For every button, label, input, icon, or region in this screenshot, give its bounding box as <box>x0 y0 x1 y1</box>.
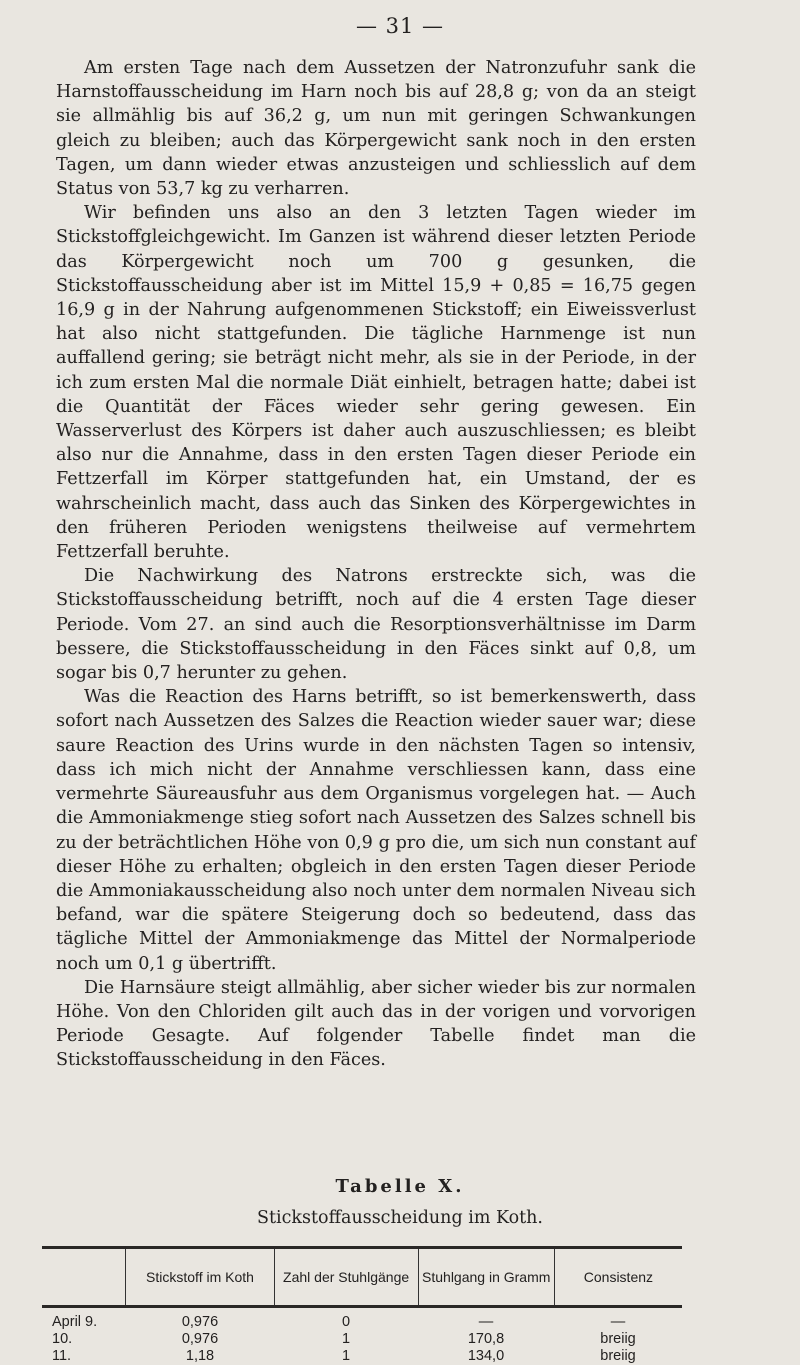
paragraph: Wir befinden uns also an den 3 letzten Tagen wieder im Stickstoffgleichgewicht. Im Ganzen ist während dieser letzten Periode das Körpergewicht noch um 700 g gesunken, die Stickstoffausscheidung aber ist im Mittel 15,9 + 0,85 = 16,75 gegen 16,9 g in der Nahrung aufgenommenen Stickstoff; ein Eiweissverlust hat also nicht stattgefunden. Die tägliche Harnmenge ist nun auffallend gering; sie beträgt nicht mehr, als sie in der Periode, in der ich zum ersten Mal die normale Diät einhielt, betragen hatte; dabei ist die Quantität der Fäces wieder sehr gering gewesen. Ein Wasserverlust des Körpers ist daher auch auszuschliessen; es bleibt also nur die Annahme, dass in den ersten Tagen dieser Periode ein Fettzerfall im Körper stattgefunden hat, ein Umstand, der es wahrscheinlich macht, dass auch das Sinken des Körpergewichtes in den früheren Perioden wenigstens theilweise auf vermehrtem Fettzerfall beruhte. <box>56 203 696 563</box>
table-cell: 1 <box>341 1348 351 1364</box>
column-header-stickstoff: Stickstoff im Koth <box>125 1249 273 1305</box>
paragraph: Am ersten Tage nach dem Aussetzen der Natronzufuhr sank die Harnstoffausscheidung im Harn noch bis auf 28,8 g; von da an steigt sie allmählig bis auf 36,2 g, um nun mit geringen Schwankungen gleich zu bleiben; auch das Körpergewicht sank noch in den ersten Tagen, um dann wieder etwas anzusteigen und schliesslich auf dem Status von 53,7 kg zu verharren. <box>56 58 696 200</box>
column-header-date <box>42 1249 125 1305</box>
table-cell: breiig <box>600 1348 636 1364</box>
table-body <box>42 1308 682 1365</box>
column-header-consistenz: Consistenz <box>554 1249 682 1305</box>
table-cell: — <box>610 1314 626 1330</box>
table-cell: — <box>478 1314 494 1330</box>
body-text <box>56 56 696 1073</box>
table-cell: breiig <box>600 1331 636 1347</box>
table-cell: 1,18 <box>185 1348 215 1364</box>
table-cell: 134,0 <box>467 1348 505 1364</box>
table-title: Tabelle X. <box>335 1176 465 1197</box>
table-cell: 0 <box>341 1314 351 1330</box>
paragraph: Die Harnsäure steigt allmählig, aber sicher wieder bis zur normalen Höhe. Von den Chloriden gilt auch das in der vorigen und vorvorigen Periode Gesagte. Auf folgender Tabelle findet man die Stickstoffausscheidung in den Fäces. <box>56 977 696 1071</box>
table-cell: 170,8 <box>467 1331 505 1347</box>
table-cell: 0,976 <box>181 1331 219 1347</box>
paragraph: Was die Reaction des Harns betrifft, so ist bemerkenswerth, dass sofort nach Aussetzen des Salzes die Reaction wieder sauer war; diese saure Reaction des Urins wurde in den nächsten Tagen so intensiv, dass ich mich nicht der Annahme verschliessen kann, dass eine vermehrte Säureausfuhr aus dem Organismus vorgelegen hat. — Auch die Ammoniakmenge stieg sofort nach Aussetzen des Salzes schnell bis zu der beträchtlichen Höhe von 0,9 g pro die, um sich nun constant auf dieser Höhe zu erhalten; obgleich in den ersten Tagen dieser Periode die Ammoniakausscheidung also noch unter dem normalen Niveau sich befand, war die spätere Steigerung doch so bedeutend, dass das tägliche Mittel der Ammoniakmenge das Mittel der Normalperiode noch um 0,1 g übertrifft. <box>56 687 696 974</box>
table-cell: 1 <box>341 1331 351 1347</box>
table-cell: April 9. <box>52 1314 98 1330</box>
table-cell: 11. <box>52 1348 72 1364</box>
table-header-row <box>42 1249 682 1305</box>
column-header-zahl: Zahl der Stuhlgänge <box>274 1249 418 1305</box>
data-table <box>42 1246 682 1365</box>
page-number: — 31 — <box>355 14 445 38</box>
table-row <box>42 1314 682 1331</box>
paragraph: Die Nachwirkung des Natrons erstreckte sich, was die Stickstoffausscheidung betrifft, noch auf die 4 ersten Tage dieser Periode. Vom 27. an sind auch die Resorptionsverhältnisse im Darm bessere, die Stickstoffausscheidung in den Fäces sinkt auf 0,8, um sogar bis 0,7 herunter zu gehen. <box>56 566 696 684</box>
table-cell: 0,976 <box>181 1314 219 1330</box>
table-row <box>42 1331 682 1348</box>
table-row <box>42 1348 682 1365</box>
column-header-gramm: Stuhlgang in Gramm <box>418 1249 554 1305</box>
table-subtitle: Stickstoffausscheidung im Koth. <box>257 1208 543 1228</box>
table-cell: 10. <box>52 1331 73 1347</box>
